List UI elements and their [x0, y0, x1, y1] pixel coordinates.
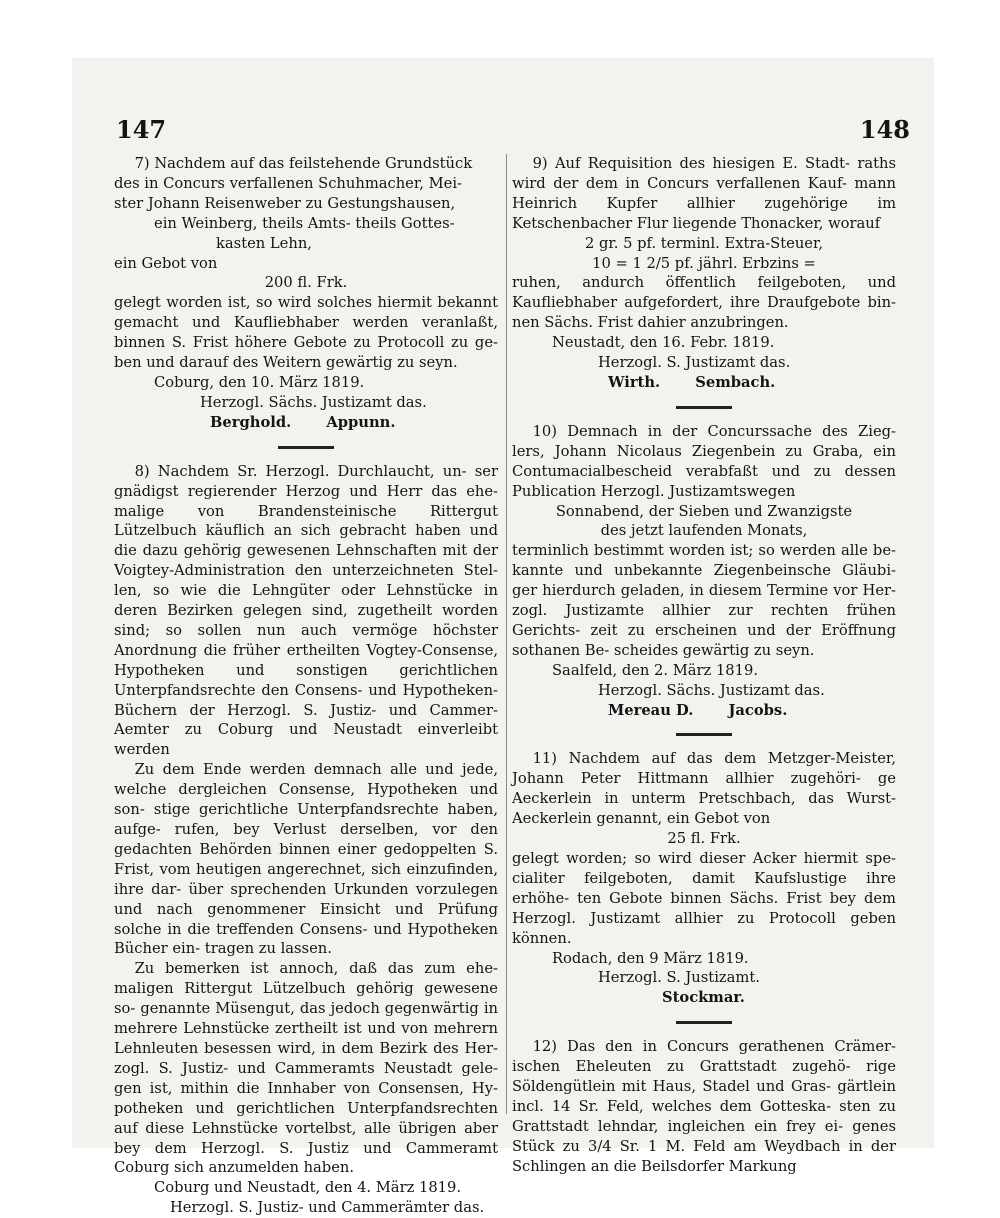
notice-10-body-2: terminlich bestimmt worden ist; so werden alle be- kannte und unbekannte Ziegenbeinsche Gläubi- ger hierdurch geladen, in diesem Termine vor Her- zogl. Justizamte allhier zur rechten frühen Gerichts- zeit zu erscheinen und der Eröffnung sothanen Be- scheides gewärtig zu seyn.	[512, 542, 896, 659]
notice-12-body: 12) Das den in Concurs gerathenen Crämer- ischen Eheleuten zu Grattstadt zugehö- rige Söldengütlein mit Haus, Stadel und Gras- gärtlein incl. 14 Sr. Feld, welches dem Gotteska- sten zu Grattstadt lehndar, ingleichen ein frey ei- genes Stück zu 3/4 Sr. 1 M. Feld am Weydbach in der Schlingen an die Beilsdorfer Markung	[512, 1038, 896, 1175]
notice-10	[512, 422, 896, 721]
signatory-name: Sembach.	[695, 373, 776, 391]
notice-9-tax-1: 2 gr. 5 pf. terminl. Extra-Steuer,	[584, 234, 824, 252]
notice-10-date: Saalfeld, den 2. März 1819.	[552, 661, 759, 679]
notice-7-line-5: kasten Lehn,	[216, 234, 312, 252]
left-column	[114, 154, 498, 1218]
page-number-left: 147	[116, 115, 167, 144]
notice-separator	[676, 406, 732, 409]
notice-8-para-1: 8) Nachdem Sr. Herzogl. Durchlaucht, un- ser gnädigst regierender Herzog und Herr das ehe- malige von Brandensteinische Rittergut Lützelbuch käuflich an sich gebracht haben und die dazu gehörig gewesenen Lehnschaften mit der Voigtey-Administration den unterzeichneten Stel- len, so wie die Lehngüter oder Lehnstücke in deren Bezirken gelegen sind, zugetheilt worden sind; so sollen nun auch vermöge höchster Anordnung die früher ertheilten Vogtey-Consense, Hypotheken und sonstigen gerichtlichen Unterpfandsrechte den Consens- und Hypotheken-Büchern der Herzogl. S. Justiz- und Cammer-Aemter zu Coburg und Neustadt einverleibt werden	[114, 462, 498, 759]
notice-7-line-2: des in Concurs verfallenen Schuhmacher, Mei-	[114, 174, 463, 192]
notice-11-signatories	[512, 988, 896, 1008]
notice-11-body: 11) Nachdem auf das dem Metzger-Meister, Johann Peter Hittmann allhier zugehöri- ge Aeckerlein in unterm Pretschbach, das Wurst- Aeckerlein genannt, ein Gebot von	[512, 750, 896, 828]
notice-7-bid-amount: 200 fl. Frk.	[264, 274, 348, 292]
column-divider	[506, 154, 507, 1114]
notice-12	[512, 1037, 896, 1176]
notice-11-body-2: gelegt worden; so wird dieser Acker hiermit spe- cialiter feilgeboten, damit Kaufslustige ihre erhöhe- ten Gebote binnen Sächs. Frist bey dem Herzogl. Justizamt allhier zu Protocoll geben können.	[512, 850, 896, 947]
notice-10-day: Sonnabend, der Sieben und Zwanzigste	[555, 502, 853, 520]
signatory-name: Wirth.	[608, 373, 661, 391]
right-column	[512, 154, 896, 1177]
notice-10-signatories	[512, 701, 896, 721]
notice-9	[512, 154, 896, 393]
notice-9-tax-2: 10 = 1 2/5 pf. jährl. Erbzins =	[592, 254, 816, 272]
notice-9-authority: Herzogl. S. Justizamt das.	[598, 354, 791, 372]
notice-separator	[676, 733, 732, 736]
notice-9-body-2: ruhen, andurch öffentlich feilgeboten, und Kaufliebhaber aufgefordert, ihre Draufgebote bin- nen Sächs. Frist dahier anzubringen.	[512, 274, 896, 332]
notice-7-line-1: 7) Nachdem auf das feilstehende Grundstück	[134, 155, 473, 172]
notice-9-body: 9) Auf Requisition des hiesigen E. Stadt- raths wird der dem in Concurs verfallenen Kauf- mann Heinrich Kupfer allhier zugehörige im Ketschenbacher Flur liegende Thonacker, worauf	[512, 155, 896, 232]
notice-7-date: Coburg, den 10. März 1819.	[154, 373, 365, 391]
notice-11-bid-amount: 25 fl. Frk.	[667, 830, 741, 848]
notice-8	[114, 462, 498, 1218]
signatory-name: Berghold.	[210, 413, 292, 431]
notice-7	[114, 154, 498, 433]
notice-7-authority: Herzogl. Sächs. Justizamt das.	[200, 393, 427, 411]
scanned-page	[72, 58, 934, 1217]
notice-separator	[278, 446, 334, 449]
signatory-name: Jacobs.	[728, 701, 788, 719]
signatory-name: Stockmar.	[662, 989, 745, 1007]
signatory-name: Appunn.	[326, 413, 396, 431]
notice-11	[512, 749, 896, 1008]
notice-7-bid-label: ein Gebot von	[114, 254, 218, 272]
notice-8-para-2: Zu dem Ende werden demnach alle und jede, welche dergleichen Consense, Hypotheken und son- stige gerichtliche Unterpfandsrechte haben, aufge- rufen, bey Verlust derselben, vor den gedachten Behörden binnen einer gedoppelten S. Frist, vom heutigen angerechnet, sich einzufinden, ihre dar- über sprechenden Urkunden vorzulegen und nach genommener Einsicht und Prüfung solche in die treffenden Consens- und Hypotheken Bücher ein- tragen zu lassen.	[114, 761, 498, 958]
page-number-right: 148	[859, 115, 910, 144]
notice-7-body: gelegt worden ist, so wird solches hiermit bekannt gemacht und Kaufliebhaber werden veranlaßt, binnen S. Frist höhere Gebote zu Protocoll zu ge- ben und darauf des Weitern gewärtig zu seyn.	[114, 294, 498, 372]
notice-10-authority: Herzogl. Sächs. Justizamt das.	[598, 681, 825, 699]
notice-9-date: Neustadt, den 16. Febr. 1819.	[552, 334, 775, 352]
notice-11-authority: Herzogl. S. Justizamt.	[598, 969, 760, 987]
notice-7-line-4: ein Weinberg, theils Amts- theils Gottes-	[154, 214, 455, 232]
signatory-name: Mereau D.	[608, 701, 694, 719]
notice-7-signatories	[114, 413, 498, 433]
notice-8-para-3: Zu bemerken ist annoch, daß das zum ehe- maligen Rittergut Lützelbuch gehörig gewesene so- genannte Müsengut, das jedoch gegenwärtig in mehrere Lehnstücke zertheilt ist und von mehrern Lehnleuten besessen wird, in dem Bezirk des Her- zogl. S. Justiz- und Cammeramts Neustadt gele- gen ist, mithin die Innhaber von Consensen, Hy- potheken und gerichtlichen Unterpfandsrechten auf diese Lehnstücke vortelbst, alle übrigen aber bey dem Herzogl. S. Justiz und Cammeramt Coburg sich anzumelden haben.	[114, 960, 498, 1177]
notice-8-authority: Herzogl. S. Justiz- und Cammerämter das.	[170, 1199, 485, 1217]
notice-8-date: Coburg und Neustadt, den 4. März 1819.	[154, 1179, 462, 1197]
notice-7-line-3: ster Johann Reisenweber zu Gestungshausen,	[114, 194, 456, 212]
notice-separator	[676, 1021, 732, 1024]
notice-9-signatories	[512, 373, 896, 393]
notice-11-date: Rodach, den 9 März 1819.	[552, 949, 749, 967]
notice-10-body: 10) Demnach in der Concurssache des Zieg- lers, Johann Nicolaus Ziegenbein zu Graba, ein Contumacialbescheid verabfaßt und zu dessen Publication Herzogl. Justizamtswegen	[512, 422, 896, 500]
notice-10-month: des jetzt laufenden Monats,	[600, 522, 808, 540]
